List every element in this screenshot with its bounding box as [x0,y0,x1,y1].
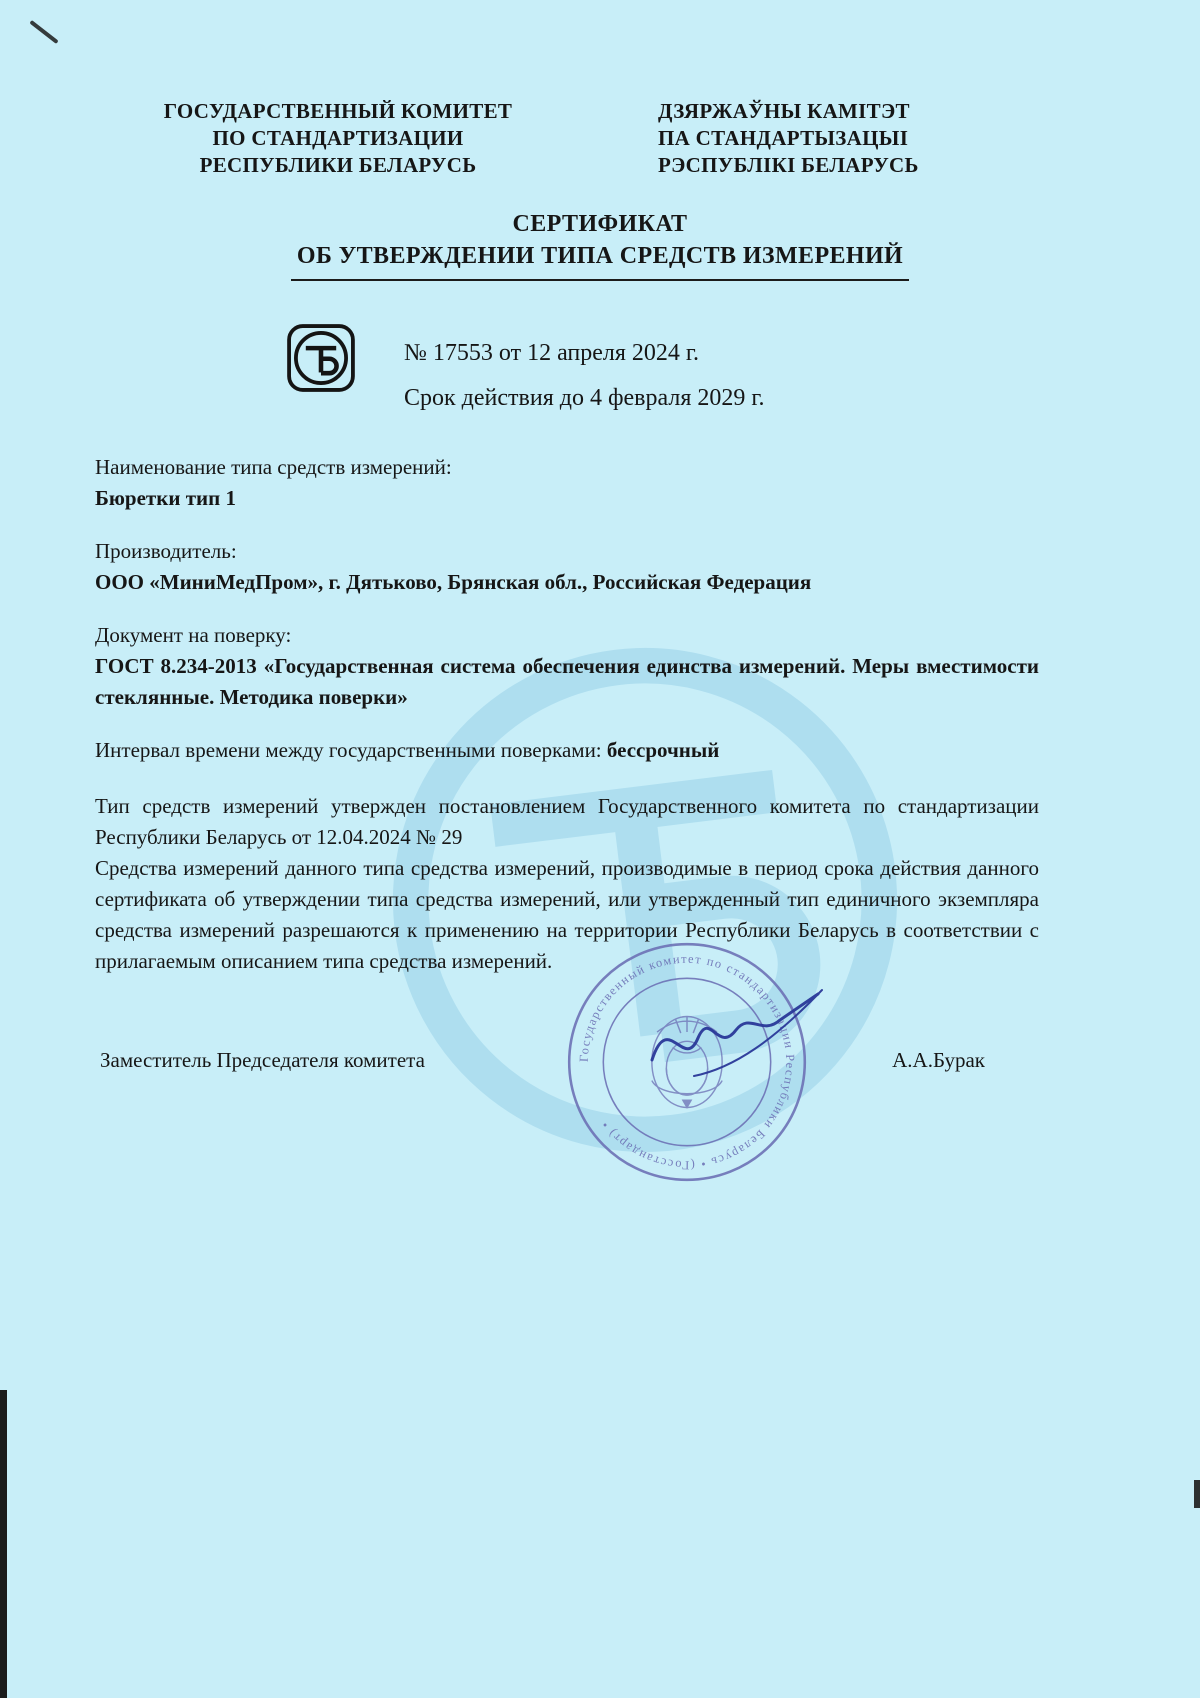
scan-artifact-corner [29,20,58,44]
issuer-ru-line-3: РЕСПУБЛИКИ БЕЛАРУСЬ [199,153,477,177]
signature-row [100,1048,985,1073]
issuer-ru-line-1: ГОСУДАРСТВЕННЫЙ КОМИТЕТ [163,99,513,123]
type-name-value: Бюретки тип 1 [95,486,236,510]
signatory-position: Заместитель Председателя комитета [100,1048,425,1072]
title-line-1: СЕРТИФИКАТ [512,211,688,237]
gosstandart-logo-icon [283,320,359,396]
manufacturer-label: Производитель: [95,539,237,563]
scan-artifact-left-edge [0,1390,7,1698]
issuer-by-line-1: ДЗЯРЖАЎНЫ КАМІТЭТ [658,99,910,123]
certificate-body [95,452,1039,977]
handwritten-signature [638,982,833,1097]
field-verification-document [95,620,1039,713]
interval-value: бессрочный [606,738,720,762]
issuer-by-line-2: ПА СТАНДАРТЫЗАЦЫІ [658,126,909,150]
type-name-label: Наименование типа средств измерений: [95,455,452,479]
issuer-by-line-3: РЭСПУБЛІКІ БЕЛАРУСЬ [658,153,919,177]
title-line-2: ОБ УТВЕРЖДЕНИИ ТИПА СРЕДСТВ ИЗМЕРЕНИЙ [296,243,904,269]
manufacturer-value: ООО «МиниМедПром», г. Дятьково, Брянская обл., Российская Федерация [95,570,812,594]
signatory-name: А.А.Бурак [892,1048,985,1072]
body-paragraph-approval: Тип средств измерений утвержден постановлением Государственного комитета по стандартизации Республики Беларусь от 12.04.2024 № 29 [95,794,1039,849]
field-manufacturer [95,536,1039,598]
certificate-validity: Срок действия до 4 февраля 2029 г. [404,385,765,411]
verification-doc-label: Документ на поверку: [95,623,292,647]
field-verification-interval [95,735,1039,766]
issuer-ru-line-2: ПО СТАНДАРТИЗАЦИИ [212,126,464,150]
certificate-meta [404,331,765,421]
stamp-ring-text: Государственный комитет по стандартизации Республики Беларусь • (Госстандарт) • [576,951,798,1173]
certificate-number: № 17553 от 12 апреля 2024 г. [404,340,700,366]
issuer-name-belarusian [658,98,988,179]
verification-doc-value: ГОСТ 8.234-2013 «Государственная система обеспечения единства измерений. Меры вместимости стеклянные. Методика поверки» [95,654,1039,709]
interval-label: Интервал времени между государственными поверками: [95,738,602,762]
field-type-name [95,452,1039,514]
issuer-name-russian [158,98,518,179]
body-paragraph-application: Средства измерений данного типа средства измерений, производимые в период срока действия данного сертификата об утверждении типа средства измерений, или утвержденный тип единичного экземпляра средства измерений разрешаются к применению на территории Республики Беларусь в соответствии с прилагаемым описанием типа средства измерений. [95,856,1039,973]
document-title [0,208,1200,281]
scan-artifact-right-edge [1194,1480,1200,1508]
